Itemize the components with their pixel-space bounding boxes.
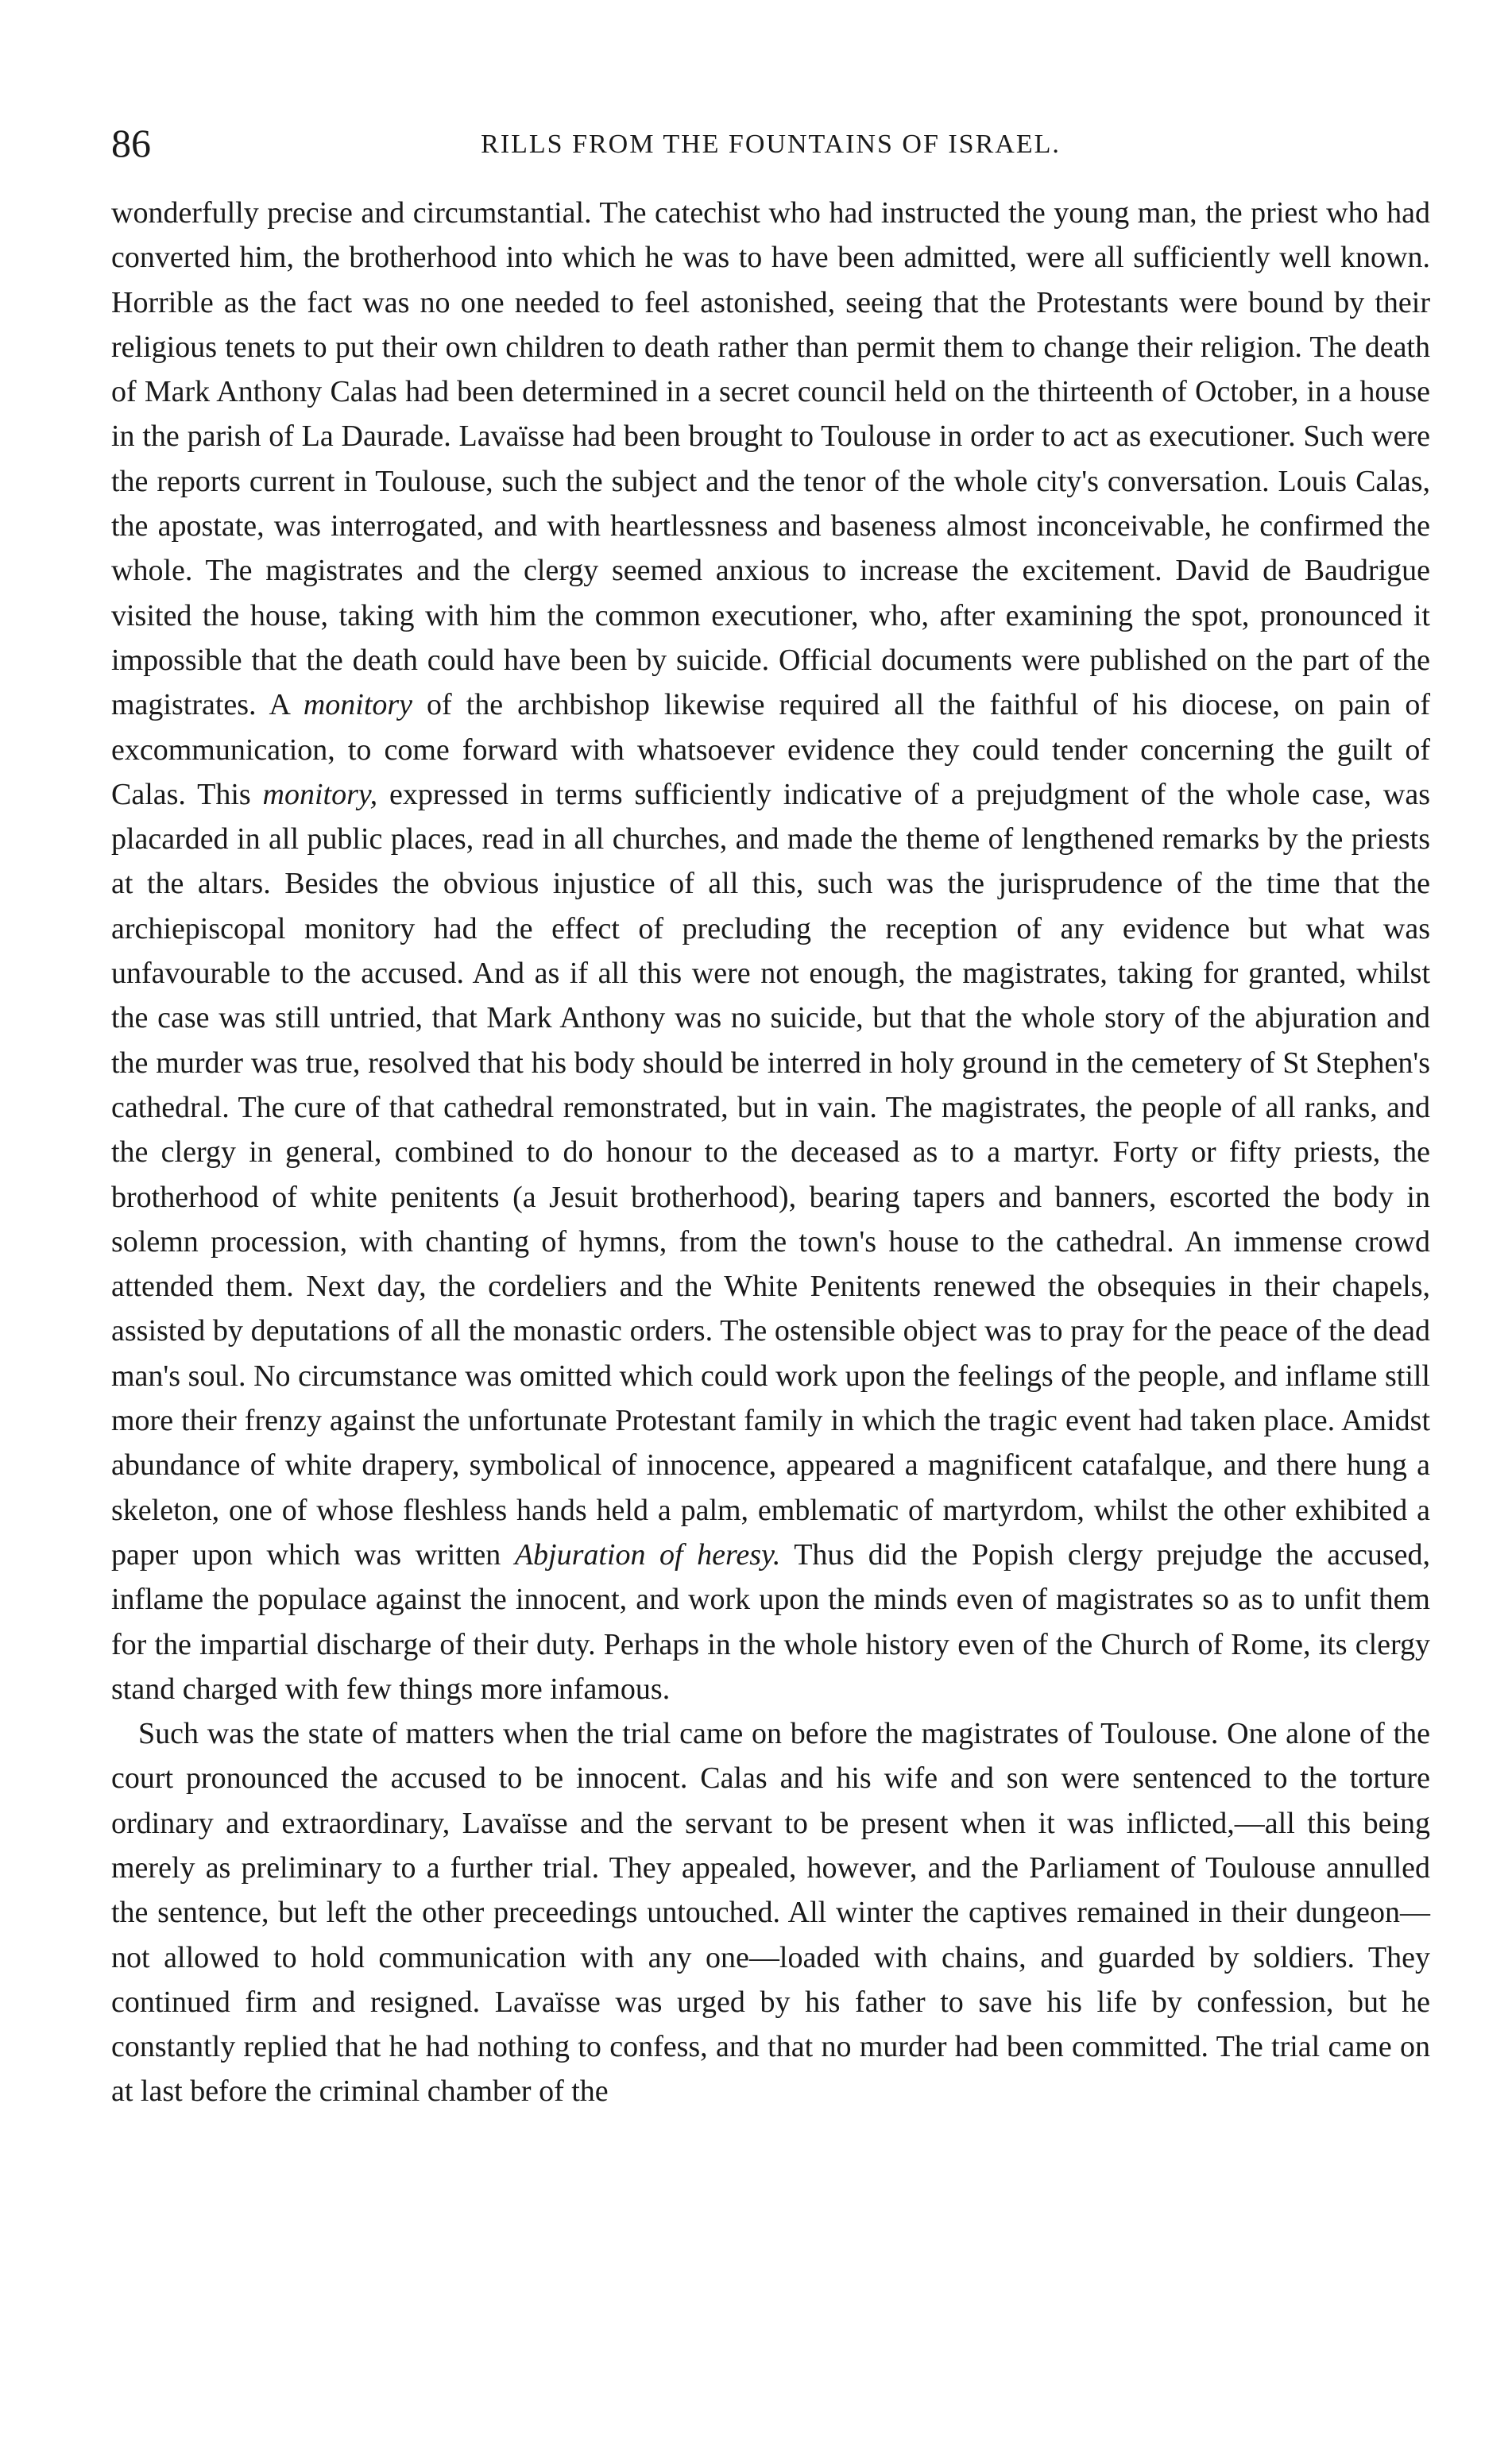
text-segment: Such was the state of matters when the trial came on before the magistrates of Toulouse. One alone of the court pronounced the accused to be innocent. Calas and his wife and son were sentenced to the torture ordinary and extraordinary, Lavaïsse and the servant to be present when it was inflicted,—all this being merely as preliminary to a further trial. They appealed, however, and the Parliament of Toulouse annulled the sentence, but left the other preceedings untouched. All winter the captives remained in their dungeon—not allowed to hold communication with any one—loaded with chains, and guarded by soldiers. They continued firm and resigned. Lavaïsse was urged by his father to save his life by confession, but he constantly replied that he had nothing to confess, and that no murder had been committed. The trial came on at last before the criminal chamber of the [111, 1717, 1430, 2109]
italic-term-monitory: monitory, [262, 777, 378, 811]
running-title: RILLS FROM THE FOUNTAINS OF ISRAEL. [481, 130, 1061, 159]
text-segment: Thus did the Popish clergy prejudge the accused, inflame the populace against the innocent, and work upon the minds even of magistrates so as to unfit them for the impartial discharge of their duty. Perhaps in the whole history even of the Church of Rome, its clergy stand charged with few things more infamous. [111, 1537, 1430, 1706]
text-segment: wonderfully precise and circumstantial. The catechist who had instructed the young man, the priest who had converted him, the brotherhood into which he was to have been admitted, were all sufficiently well known. Horrible as the fact was no one needed to feel astonished, seeing that the Protestants were bound by their religious tenets to put their own children to death rather than permit them to change their religion. The death of Mark Anthony Calas had been determined in a secret council held on the thirteenth of October, in a house in the parish of La Daurade. Lavaïsse had been brought to Toulouse in order to act as executioner. Such were the reports current in Toulouse, such the subject and the tenor of the whole city's conversation. Louis Calas, the apostate, was interrogated, and with heartlessness and baseness almost inconceivable, he confirmed the whole. The magistrates and the clergy seemed anxious to increase the excitement. David de Baudrigue visited the house, taking with him the common executioner, who, after examining the spot, pronounced it impossible that the death could have been by suicide. Official documents were published on the part of the magistrates. A [111, 196, 1430, 722]
page-number: 86 [111, 121, 151, 165]
page-header [111, 119, 1430, 191]
paragraph [111, 1711, 1430, 2114]
text-segment: of the archbishop likewise required all the faithful of his diocese, on pain of excommunication, to come forward with whatsoever evidence they could tender concerning the guilt of Calas. This [111, 688, 1430, 811]
italic-term-monitory: monitory [303, 688, 413, 722]
body-text [111, 191, 1430, 2114]
italic-quote-abjuration: Abjuration of heresy. [514, 1537, 781, 1572]
text-segment: expressed in terms sufficiently indicative of a prejudgment of the whole case, was placarded in all public places, read in all churches, and made the theme of lengthened remarks by the priests at the altars. Besides the obvious injustice of all this, such was the jurisprudence of the time that the archiepiscopal monitory had the effect of precluding the reception of any evidence but what was unfavourable to the accused. And as if all this were not enough, the magistrates, taking for granted, whilst the case was still untried, that Mark Anthony was no suicide, but that the whole story of the abjuration and the murder was true, resolved that his body should be interred in holy ground in the cemetery of St Stephen's cathedral. The cure of that cathedral remonstrated, but in vain. The magistrates, the people of all ranks, and the clergy in general, combined to do honour to the deceased as to a martyr. Forty or fifty priests, the brotherhood of white penitents (a Jesuit brotherhood), bearing tapers and banners, escorted the body in solemn procession, with chanting of hymns, from the town's house to the cathedral. An immense crowd attended them. Next day, the cordeliers and the White Penitents renewed the obsequies in their chapels, assisted by deputations of all the monastic orders. The ostensible object was to pray for the peace of the dead man's soul. No circumstance was omitted which could work upon the feelings of the people, and inflame still more their frenzy against the unfortunate Protestant family in which the tragic event had taken place. Amidst abundance of white drapery, symbolical of innocence, appeared a magnificent catafalque, and there hung a skeleton, one of whose fleshless hands held a palm, emblematic of martyrdom, whilst the other exhibited a paper upon which was written [111, 777, 1430, 1572]
book-page [111, 119, 1430, 2114]
paragraph [111, 191, 1430, 1711]
